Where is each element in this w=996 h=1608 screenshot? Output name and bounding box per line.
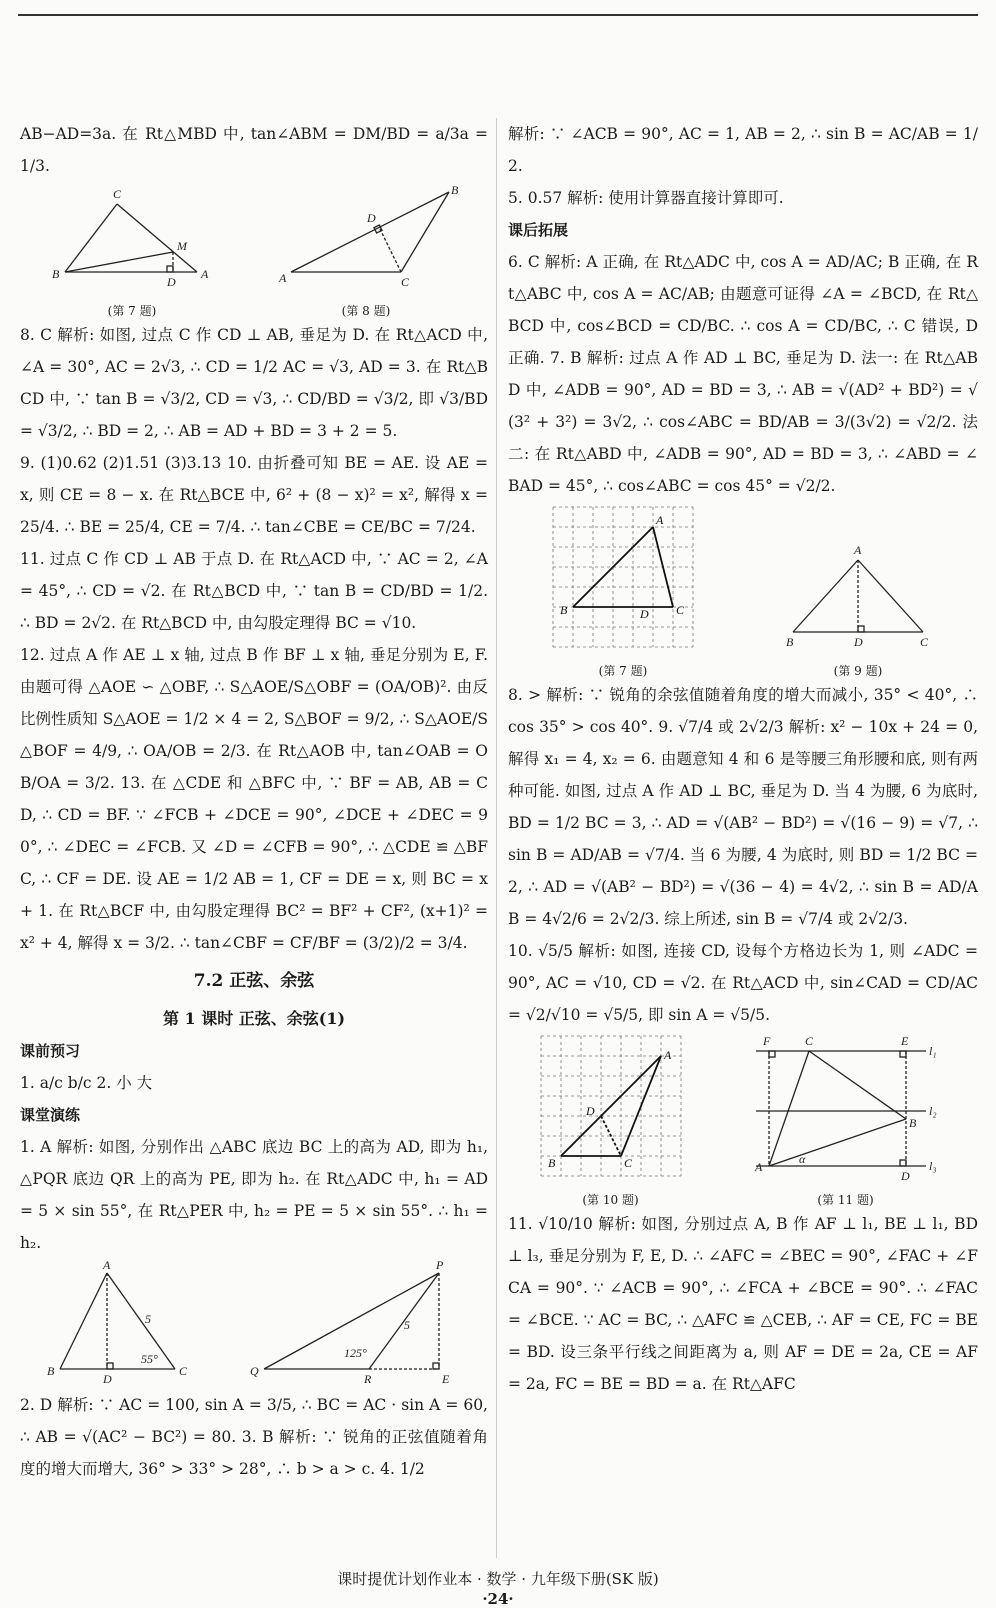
column-divider (496, 118, 497, 1558)
figures-7-8 (20, 182, 488, 319)
footer-book-title: 课时提优计划作业本 · 数学 · 九年级下册(SK 版) (337, 1570, 659, 1588)
fig9-label-b: B (786, 635, 794, 649)
section-pre-study: 课前预习 (20, 1042, 81, 1060)
fig11-label-f: F (762, 1034, 770, 1048)
caption-fig10: (第 10 题) (582, 1193, 639, 1207)
fig11-label-e: E (900, 1034, 908, 1048)
fc2-label-r: R (363, 1372, 371, 1386)
figure-triangle-abc (45, 1259, 195, 1389)
fig11-label-l3: l₃ (928, 1159, 937, 1173)
fig7-label-a: A (201, 267, 209, 281)
answer-4-explain: 解析: ∵ ∠ACB = 90°, AC = 1, AB = 2, ∴ sin B = AC/AB = 1/2. (508, 125, 978, 175)
fc1-label-5: 5 (144, 1312, 151, 1326)
fig11-label-d: D (900, 1169, 910, 1181)
fig7-label-c: C (113, 187, 122, 201)
fc1-label-b: B (46, 1364, 54, 1378)
fc1-label-c: C (178, 1364, 187, 1378)
right-column (508, 118, 978, 1400)
fig11-label-b: B (908, 1116, 916, 1130)
fig7-label-b: B (52, 267, 60, 281)
fig10-label-d: D (585, 1104, 595, 1118)
section-class-practice: 课堂演练 (20, 1106, 81, 1124)
figures-7-9 (508, 502, 978, 679)
fig8-label-a: A (279, 271, 287, 285)
answer-9-10: 9. (1)0.62 (2)1.51 (3)3.13 10. 由折叠可知 BE = AE. 设 AE = x, 则 CE = 8 − x. 在 Rt△BCE 中, 6² + (8 − x)² = x², 解得 x = 25/4. ∴ BE = 25/4, CE = 7/4. ∴ tan∠CBE = CE/BC = 7/24. (20, 454, 488, 536)
fc1-label-angle: 55° (140, 1352, 158, 1366)
fig7r-label-c: C (676, 603, 685, 617)
caption-fig11: (第 11 题) (817, 1193, 874, 1207)
figures-10-11 (508, 1031, 978, 1208)
fc2-label-e: E (441, 1372, 449, 1386)
figure-8 (271, 182, 461, 319)
section-heading: 7.2 正弦、余弦 (193, 971, 315, 991)
figure-10 (536, 1031, 686, 1208)
caption-fig7: (第 7 题) (107, 304, 157, 318)
fig7r-label-a: A (656, 513, 664, 527)
class-answer-2-4: 2. D 解析: ∵ AC = 100, sin A = 3/5, ∴ BC = AC · sin A = 60, ∴ AB = √(AC² − BC²) = 80. 3. B 解析: ∵ 锐角的正弦值随着角度的增大而增大, 36° > 33° > 28°, ∴ b > a > c. 4. 1/2 (20, 1396, 488, 1478)
fig10-label-a: A (663, 1048, 671, 1062)
answer-11: 11. 过点 C 作 CD ⊥ AB 于点 D. 在 Rt△ACD 中, ∵ AC = 2, ∠A = 45°, ∴ CD = √2. 在 Rt△BCD 中, ∵ tan B = CD/BD = 1/2. ∴ BD = 2√2. 在 Rt△BCD 中, 由勾股定理得 BC = √10. (20, 550, 488, 632)
caption-fig8: (第 8 题) (341, 304, 391, 318)
fig8-label-c: C (401, 275, 410, 289)
fig11-label-a: A (754, 1160, 762, 1174)
figures-class-1 (20, 1259, 488, 1389)
fig11-label-l1: l₁ (928, 1044, 937, 1058)
fig8-label-d: D (367, 211, 376, 225)
fig11-label-c: C (804, 1034, 813, 1048)
page-number: ·24· (482, 1590, 514, 1608)
fig9-label-a: A (854, 543, 862, 557)
fig7r-label-d: D (640, 607, 649, 621)
figure-7-grid (548, 502, 698, 679)
fig10-label-c: C (623, 1156, 632, 1170)
fc2-label-5: 5 (403, 1318, 410, 1332)
fc1-label-a: A (102, 1259, 110, 1272)
answer-6-7: 6. C 解析: A 正确, 在 Rt△ADC 中, cos A = AD/AC; B 正确, 在 Rt△ABC 中, cos A = AC/AB; 由题意可证得 ∠A = ∠BCD, 在 Rt△BCD 中, cos∠BCD = CD/BC. ∴ cos A = CD/BC, ∴ C 错误, D 正确. 7. B 解析: 过点 A 作 AD ⊥ BC, 垂足为 D. 法一: 在 Rt△ABD 中, ∠ADB = 90°, AD = BD = 3, ∴ AB = √(AD² + BD²) = √(3² + 3²) = 3√2, ∴ cos∠ABC = BD/AB = 3/(3√2) = √2/2. 法二: 在 Rt△ABD 中, ∠ADB = 90°, AD = BD = 3, ∴ ∠ABD = ∠BAD = 45°, ∴ cos∠ABC = cos 45° = √2/2. (508, 253, 978, 495)
figure-11 (741, 1031, 951, 1208)
fc2-label-p: P (435, 1259, 443, 1272)
answer-12-13: 12. 过点 A 作 AE ⊥ x 轴, 过点 B 作 BF ⊥ x 轴, 垂足分别为 E, F. 由题可得 △AOE ∽ △OBF, ∴ S△AOE/S△OBF = (OA/OB)². 由反比例性质知 S△AOE = 1/2 × 4 = 2, S△BOF = 9/2, ∴ S△AOE/S△BOF = 4/9, ∴ OA/OB = 2/3. 在 Rt△AOB 中, tan∠OAB = OB/OA = 3/2. 13. 在 △CDE 和 △BFC 中, ∵ BF = AB, AB = CD, ∴ CD = BF. ∵ ∠FCB + ∠DCE = 90°, ∠DCE + ∠DEC = 90°, ∴ ∠DEC = ∠FCB. 又 ∠D = ∠CFB = 90°, ∴ △CDE ≌ △BFC, ∴ CF = DE. 设 AE = 1/2 AB = 1, CF = DE = x, 则 BC = x + 1. 在 Rt△BCF 中, 由勾股定理得 BC² = BF² + CF², (x+1)² = x² + 4, 解得 x = 3/2. ∴ tan∠CBF = CF/BF = (3/2)/2 = 3/4. (20, 646, 488, 952)
fig7-label-d: D (167, 275, 176, 289)
caption-fig7-right: (第 7 题) (598, 664, 648, 678)
fig8-label-b: B (451, 183, 459, 197)
answer-7-end: AB−AD=3a. 在 Rt△MBD 中, tan∠ABM = DM/BD = a/3a = 1/3. (20, 125, 488, 175)
fig7r-label-b: B (560, 603, 568, 617)
figure-7 (47, 182, 217, 319)
fig9-label-d: D (854, 635, 863, 649)
fc1-label-d: D (102, 1372, 112, 1386)
fc2-label-angle: 125° (343, 1346, 367, 1360)
lesson-heading: 第 1 课时 正弦、余弦(1) (162, 1009, 346, 1028)
answer-8: 8. C 解析: 如图, 过点 C 作 CD ⊥ AB, 垂足为 D. 在 Rt△ACD 中, ∠A = 30°, AC = 2√3, ∴ CD = 1/2 AC = √3, AD = 3. 在 Rt△BCD 中, ∵ tan B = √3/2, CD = √3, ∴ CD/BD = √3/2, 即 √3/BD = √3/2, ∴ BD = 2, ∴ AB = AD + BD = 3 + 2 = 5. (20, 326, 488, 440)
section-extension: 课后拓展 (508, 221, 569, 239)
class-answer-1: 1. A 解析: 如图, 分别作出 △ABC 底边 BC 上的高为 AD, 即为 h₁, △PQR 底边 QR 上的高为 PE, 即为 h₂. 在 Rt△ADC 中, h₁ = AD = 5 × sin 55°, 在 Rt△PER 中, h₂ = PE = 5 × sin 55°. ∴ h₁ = h₂. (20, 1138, 488, 1252)
answer-5: 5. 0.57 解析: 使用计算器直接计算即可. (508, 189, 784, 207)
figure-9 (778, 542, 938, 679)
left-column (20, 118, 488, 1485)
fig11-label-l2: l₂ (928, 1104, 937, 1118)
answer-10: 10. √5/5 解析: 如图, 连接 CD, 设每个方格边长为 1, 则 ∠ADC = 90°, AC = √10, CD = √2. 在 Rt△ACD 中, sin∠CAD = CD/AC = √2/√10 = √5/5, 即 sin A = √5/5. (508, 942, 978, 1024)
fig7-label-m: M (177, 239, 187, 253)
fig10-label-b: B (547, 1156, 555, 1170)
pre-answers: 1. a/c b/c 2. 小 大 (20, 1074, 153, 1092)
top-rule (18, 14, 978, 16)
figure-triangle-pqr (244, 1259, 464, 1389)
fig9-label-c: C (920, 635, 929, 649)
answer-8-9: 8. > 解析: ∵ 锐角的余弦值随着角度的增大而减小, 35° < 40°, ∴ cos 35° > cos 40°. 9. √7/4 或 2√2/3 解析: x² − 10x + 24 = 0, 解得 x₁ = 4, x₂ = 6. 由题意知 4 和 6 是等腰三角形腰和底, 则有两种可能. 如图, 过点 A 作 AD ⊥ BC, 垂足为 D. 当 4 为腰, 6 为底时, BD = 1/2 BC = 3, ∴ AD = √(AB² − BD²) = √(16 − 9) = √7, ∴ sin B = AD/AB = √7/4. 当 6 为腰, 4 为底时, 则 BD = 1/2 BC = 2, ∴ AD = √(AB² − BD²) = √(36 − 4) = 4√2, ∴ sin B = AD/AB = 4√2/6 = 2√2/3. 综上所述, sin B = √7/4 或 2√2/3. (508, 686, 978, 928)
caption-fig9: (第 9 题) (833, 664, 883, 678)
fig11-label-alpha: α (798, 1152, 805, 1166)
answer-11: 11. √10/10 解析: 如图, 分别过点 A, B 作 AF ⊥ l₁, BE ⊥ l₁, BD ⊥ l₃, 垂足分别为 F, E, D. ∴ ∠AFC = ∠BEC = 90°, ∠FAC + ∠FCA = 90°. ∵ ∠ACB = 90°, ∴ ∠FCA + ∠BCE = 90°. ∴ ∠FAC = ∠BCE. ∵ AC = BC, ∴ △AFC ≌ △CEB, ∴ AF = CE, FC = BE = BD. 设三条平行线之间距离为 a, 则 AF = DE = 2a, CE = AF = 2a, FC = BE = BD = a. 在 Rt△AFC (508, 1215, 978, 1393)
fc2-label-q: Q (249, 1364, 259, 1378)
